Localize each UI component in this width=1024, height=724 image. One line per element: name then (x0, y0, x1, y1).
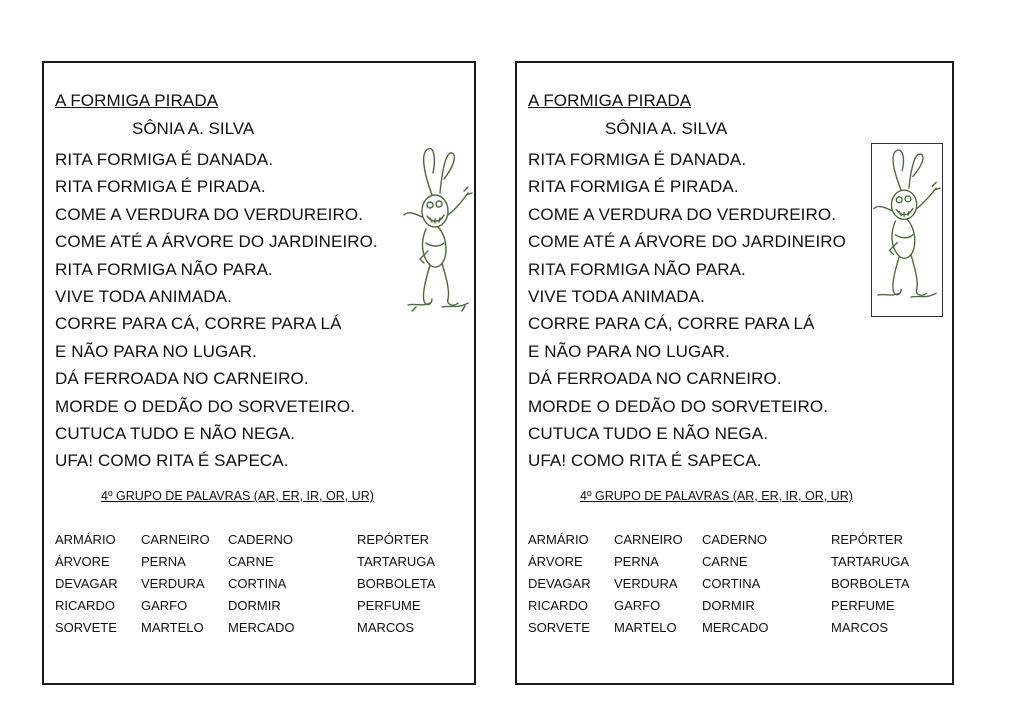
poem-line: CORRE PARA CÁ, CORRE PARA LÁ (55, 314, 342, 334)
ant-cartoon-icon (871, 143, 943, 317)
word-column (614, 529, 683, 639)
word-item: DORMIR (228, 598, 281, 613)
word-item: CORTINA (702, 576, 761, 591)
word-item: CARNEIRO (614, 532, 683, 547)
word-item: PERFUME (357, 598, 421, 613)
poem-line: RITA FORMIGA É PIRADA. (528, 177, 739, 197)
word-item: CADERNO (702, 532, 768, 547)
word-item: DEVAGAR (55, 576, 118, 591)
word-item: BORBOLETA (831, 576, 910, 591)
word-item: MARTELO (141, 620, 204, 635)
poem-line: COME ATÉ A ÁRVORE DO JARDINEIRO (528, 232, 846, 252)
word-item: SORVETE (528, 620, 590, 635)
word-item: ÁRVORE (55, 554, 110, 569)
word-item: TARTARUGA (831, 554, 910, 569)
word-list (55, 529, 475, 641)
poem-line: CORRE PARA CÁ, CORRE PARA LÁ (528, 314, 815, 334)
poem-title: A FORMIGA PIRADA (55, 91, 219, 110)
word-item: RICARDO (528, 598, 588, 613)
word-item: MARCOS (357, 620, 415, 635)
poem-line: E NÃO PARA NO LUGAR. (528, 341, 730, 361)
word-item: ARMÁRIO (55, 532, 116, 547)
poem-line: CUTUCA TUDO E NÃO NEGA. (55, 423, 296, 443)
word-column (702, 529, 768, 639)
worksheet-card-left (42, 61, 476, 685)
word-item: CORTINA (228, 576, 287, 591)
poem-line: DÁ FERROADA NO CARNEIRO. (55, 369, 309, 389)
word-list (528, 529, 948, 641)
word-item: MARTELO (614, 620, 677, 635)
word-column (228, 529, 294, 639)
ant-cartoon-icon (402, 143, 474, 325)
word-item: CADERNO (228, 532, 294, 547)
poem-line: MORDE O DEDÃO DO SORVETEIRO. (55, 396, 356, 416)
poem-line: DÁ FERROADA NO CARNEIRO. (528, 369, 782, 389)
poem-line: COME A VERDURA DO VERDUREIRO. (55, 204, 364, 224)
word-group-heading: 4º GRUPO DE PALAVRAS (AR, ER, IR, OR, UR) (101, 489, 374, 503)
poem-line: RITA FORMIGA NÃO PARA. (55, 259, 273, 279)
poem-line: COME A VERDURA DO VERDUREIRO. (528, 204, 837, 224)
word-item: DEVAGAR (528, 576, 591, 591)
poem-line: RITA FORMIGA NÃO PARA. (528, 259, 746, 279)
word-item: TARTARUGA (357, 554, 436, 569)
word-item: SORVETE (55, 620, 117, 635)
word-item: CARNE (702, 554, 748, 569)
word-item: VERDURA (141, 576, 205, 591)
word-item: CARNE (228, 554, 274, 569)
word-item: RICARDO (55, 598, 115, 613)
poem-title: A FORMIGA PIRADA (528, 91, 692, 110)
poem-author: SÔNIA A. SILVA (132, 119, 255, 138)
word-column (141, 529, 210, 639)
poem-line: RITA FORMIGA É DANADA. (528, 150, 747, 169)
word-item: CARNEIRO (141, 532, 210, 547)
word-item: MERCADO (702, 620, 769, 635)
word-column (831, 529, 910, 639)
poem-line: E NÃO PARA NO LUGAR. (55, 341, 257, 361)
word-item: REPÓRTER (831, 532, 903, 547)
word-item: GARFO (141, 598, 188, 613)
word-item: PERNA (614, 554, 659, 569)
word-column (357, 529, 436, 639)
poem-line: RITA FORMIGA É PIRADA. (55, 177, 266, 197)
word-item: GARFO (614, 598, 661, 613)
poem-line: UFA! COMO RITA É SAPECA. (55, 451, 289, 471)
poem-line: RITA FORMIGA É DANADA. (55, 150, 274, 169)
word-column (528, 529, 591, 639)
word-item: VERDURA (614, 576, 678, 591)
poem-verses (55, 146, 378, 475)
poem-line: VIVE TODA ANIMADA. (528, 286, 705, 306)
word-item: MARCOS (831, 620, 889, 635)
poem-line: UFA! COMO RITA É SAPECA. (528, 451, 762, 471)
word-item: BORBOLETA (357, 576, 436, 591)
poem-line: CUTUCA TUDO E NÃO NEGA. (528, 423, 769, 443)
poem-line: VIVE TODA ANIMADA. (55, 286, 232, 306)
worksheet-card-right (515, 61, 954, 685)
word-item: MERCADO (228, 620, 295, 635)
poem-line: MORDE O DEDÃO DO SORVETEIRO. (528, 396, 829, 416)
word-item: PERNA (141, 554, 186, 569)
poem-verses (528, 146, 846, 475)
word-group-heading: 4º GRUPO DE PALAVRAS (AR, ER, IR, OR, UR) (580, 489, 853, 503)
word-item: DORMIR (702, 598, 755, 613)
poem-line: COME ATÉ A ÁRVORE DO JARDINEIRO. (55, 232, 378, 252)
word-column (55, 529, 118, 639)
word-item: PERFUME (831, 598, 895, 613)
word-item: ÁRVORE (528, 554, 583, 569)
word-item: ARMÁRIO (528, 532, 589, 547)
word-item: REPÓRTER (357, 532, 429, 547)
poem-author: SÔNIA A. SILVA (605, 119, 728, 138)
